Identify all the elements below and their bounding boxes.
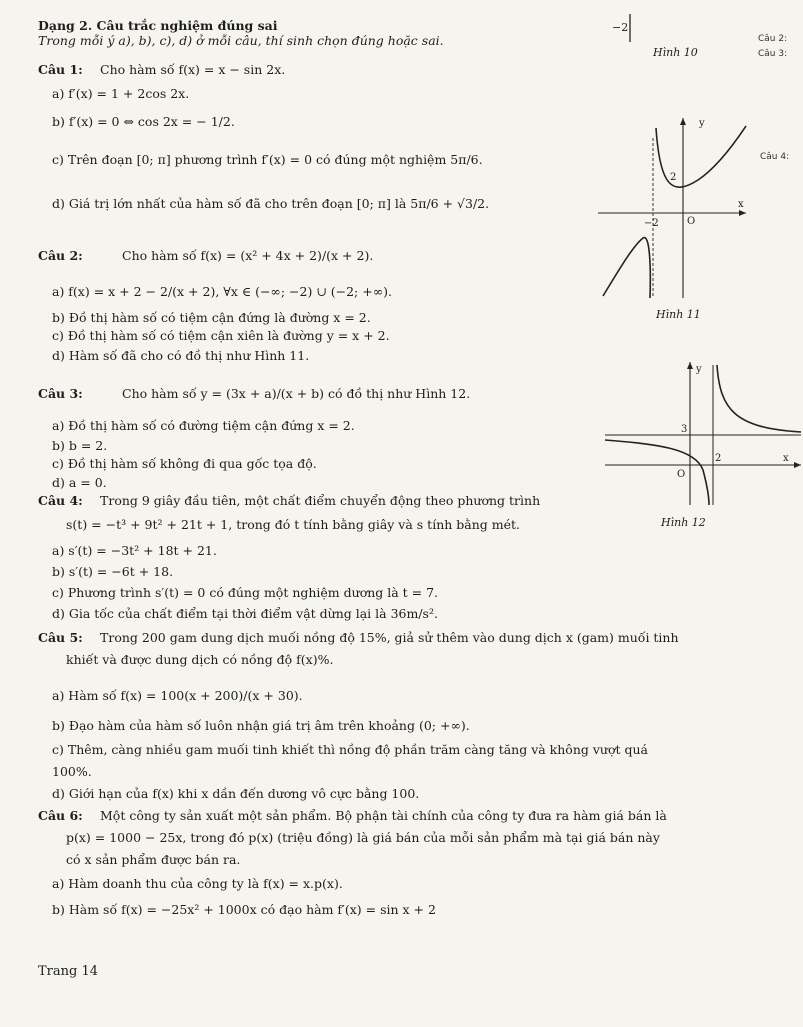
q4-option-d: d) Gia tốc của chất điểm tại thời điểm vật dừng lại là 36m/s². — [52, 606, 438, 621]
fig11-caption: Hình 11 — [656, 308, 701, 321]
q5-option-c: c) Thêm, càng nhiều gam muối tinh khiết thì nồng độ phần trăm càng tăng và không vượt quá — [52, 742, 649, 757]
q6-option-b: b) Hàm số f(x) = −25x² + 1000x có đạo hàm f′(x) = sin x + 2 — [52, 902, 436, 917]
fig11-label: O — [687, 216, 696, 227]
q2-option-b: b) Đồ thị hàm số có tiệm cận đứng là đường x = 2. — [52, 310, 371, 325]
margin-note: Câu 3: — [758, 49, 788, 59]
fig12-label: 2 — [715, 453, 722, 464]
fig10-fragment — [625, 14, 635, 44]
question-6-stem-2: p(x) = 1000 − 25x, trong đó p(x) (triệu đồng) là giá bán của mỗi sản phẩm mà tại giá bán này — [66, 830, 660, 845]
q5-option-a: a) Hàm số f(x) = 100(x + 200)/(x + 30). — [52, 688, 303, 703]
q3-option-d: d) a = 0. — [52, 475, 107, 490]
question-3-label: Câu 3: — [38, 386, 83, 401]
question-3-stem: Cho hàm số y = (3x + a)/(x + b) có đồ thị như Hình 12. — [122, 386, 471, 401]
figure-11-graph — [598, 118, 748, 303]
margin-note: Câu 2: — [758, 34, 788, 44]
fig11-label: 2 — [670, 172, 677, 183]
fig12-label: 3 — [681, 424, 688, 435]
q1-option-d: d) Giá trị lớn nhất của hàm số đã cho trên đoạn [0; π] là 5π/6 + √3/2. — [52, 196, 490, 211]
q2-option-c: c) Đồ thị hàm số có tiệm cận xiên là đường y = x + 2. — [52, 328, 390, 343]
q2-option-a: a) f(x) = x + 2 − 2/(x + 2), ∀x ∈ (−∞; −2) ∪ (−2; +∞). — [52, 284, 392, 299]
question-1-label: Câu 1: — [38, 62, 83, 77]
q1-option-c: c) Trên đoạn [0; π] phương trình f′(x) = 0 có đúng một nghiệm 5π/6. — [52, 152, 483, 167]
question-6-stem: Một công ty sản xuất một sản phẩm. Bộ phận tài chính của công ty đưa ra hàm giá bán là — [100, 808, 667, 823]
section-title: Dạng 2. Câu trắc nghiệm đúng sai — [38, 18, 278, 33]
instruction: Trong mỗi ý a), b), c), d) ở mỗi câu, thí sinh chọn đúng hoặc sai. — [38, 33, 444, 48]
q1-option-a: a) f′(x) = 1 + 2cos 2x. — [52, 86, 190, 101]
question-6-label: Câu 6: — [38, 808, 83, 823]
q5-option-c-cont: 100%. — [52, 764, 92, 779]
fig10-label: −2 — [612, 21, 629, 34]
question-5-stem-2: khiết và được dung dịch có nồng độ f(x)%. — [66, 652, 334, 667]
question-4-stem: Trong 9 giây đầu tiên, một chất điểm chuyển động theo phương trình — [100, 493, 541, 508]
q4-option-a: a) s′(t) = −3t² + 18t + 21. — [52, 543, 217, 558]
q3-option-a: a) Đồ thị hàm số có đường tiệm cận đứng x = 2. — [52, 418, 355, 433]
fig12-label: y — [696, 364, 702, 375]
question-2-label: Câu 2: — [38, 248, 83, 263]
question-5-label: Câu 5: — [38, 630, 83, 645]
fig10-caption: Hình 10 — [653, 46, 698, 59]
q5-option-b: b) Đạo hàm của hàm số luôn nhận giá trị âm trên khoảng (0; +∞). — [52, 718, 470, 733]
fig12-label: x — [783, 453, 789, 464]
question-4-label: Câu 4: — [38, 493, 83, 508]
q4-option-c: c) Phương trình s′(t) = 0 có đúng một nghiệm dương là t = 7. — [52, 585, 439, 600]
fig11-label: −2 — [644, 218, 659, 229]
q3-option-c: c) Đồ thị hàm số không đi qua gốc tọa độ. — [52, 456, 317, 471]
question-6-stem-3: có x sản phẩm được bán ra. — [66, 852, 241, 867]
question-2-stem: Cho hàm số f(x) = (x² + 4x + 2)/(x + 2). — [122, 248, 374, 263]
fig11-label: y — [699, 118, 705, 129]
question-4-stem-2: s(t) = −t³ + 9t² + 21t + 1, trong đó t tính bằng giây và s tính bằng mét. — [66, 517, 521, 532]
page-number: Trang 14 — [38, 964, 99, 979]
q3-option-b: b) b = 2. — [52, 438, 108, 453]
q1-option-b: b) f′(x) = 0 ⇔ cos 2x = − 1/2. — [52, 114, 235, 129]
q5-option-d: d) Giới hạn của f(x) khi x dần đến dương vô cực bằng 100. — [52, 786, 420, 801]
fig12-label: O — [677, 469, 686, 480]
q6-option-a: a) Hàm doanh thu của công ty là f(x) = x.p(x). — [52, 876, 343, 891]
q4-option-b: b) s′(t) = −6t + 18. — [52, 564, 174, 579]
margin-note: Câu 4: — [760, 152, 790, 162]
question-1-stem: Cho hàm số f(x) = x − sin 2x. — [100, 62, 286, 77]
fig12-caption: Hình 12 — [661, 516, 706, 529]
figure-12-graph — [605, 360, 803, 510]
q2-option-d: d) Hàm số đã cho có đồ thị như Hình 11. — [52, 348, 310, 363]
question-5-stem: Trong 200 gam dung dịch muối nồng độ 15%, giả sử thêm vào dung dịch x (gam) muối tinh — [100, 630, 679, 645]
fig11-label: x — [738, 199, 744, 210]
